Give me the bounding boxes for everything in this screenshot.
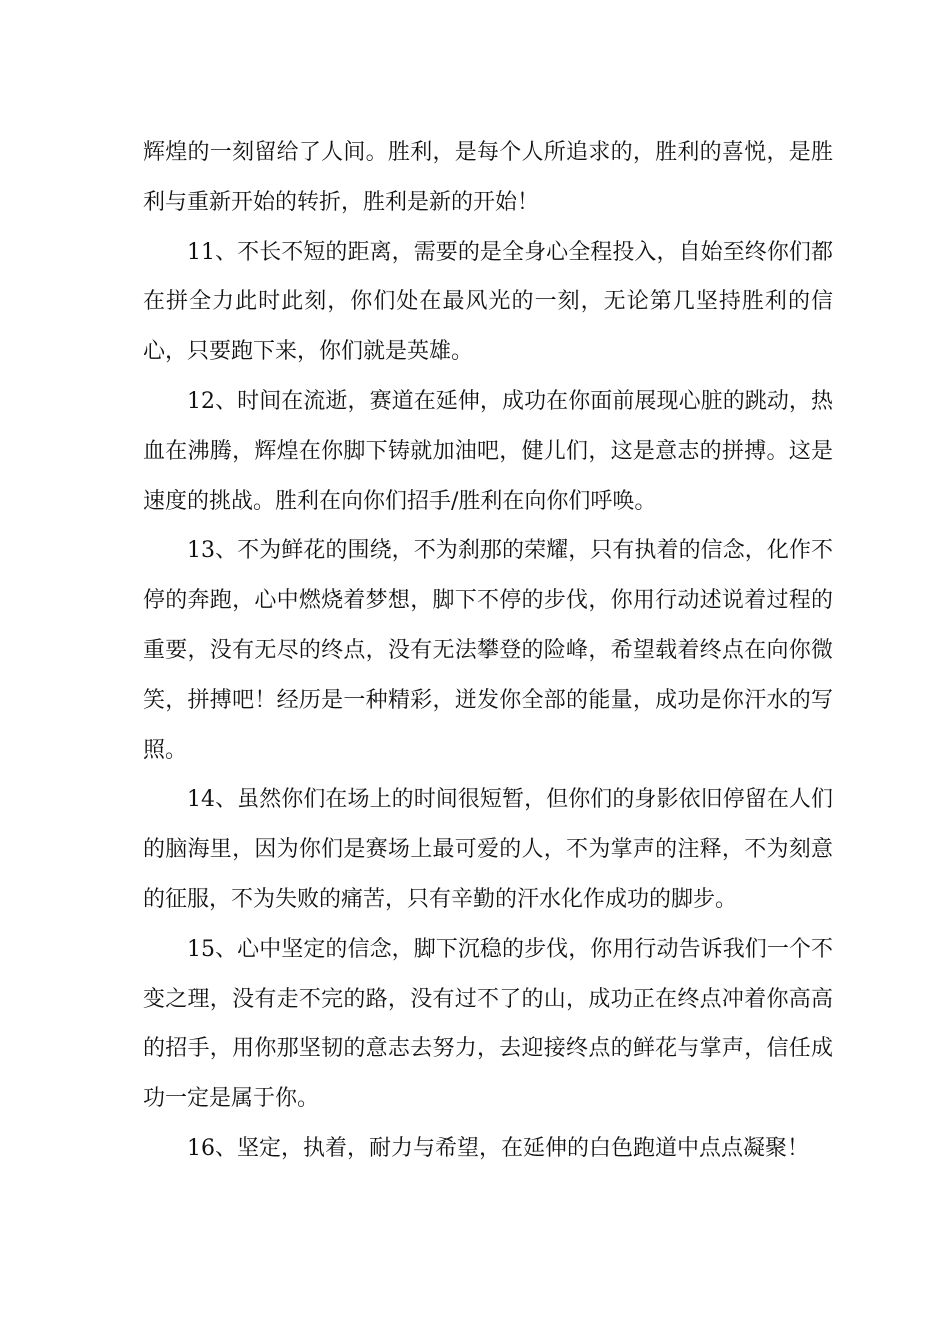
paragraph-continuation: 辉煌的一刻留给了人间。胜利，是每个人所追求的，胜利的喜悦，是胜利与重新开始的转折，胜利是新的开始！: [143, 140, 833, 215]
document-body: [143, 128, 833, 1174]
paragraph-14: 14、虽然你们在场上的时间很短暂，但你们的身影依旧停留在人们的脑海里，因为你们是赛场上最可爱的人，不为掌声的注释，不为刻意的征服，不为失败的痛苦，只有辛勤的汗水化作成功的脚步。: [143, 787, 833, 912]
paragraph-11: 11、不长不短的距离，需要的是全身心全程投入，自始至终你们都在拼全力此时此刻，你们处在最风光的一刻，无论第几坚持胜利的信心，只要跑下来，你们就是英雄。: [143, 239, 833, 365]
paragraph-16: 16、坚定，执着，耐力与希望，在延伸的白色跑道中点点凝聚！: [187, 1135, 809, 1161]
paragraph-15: 15、心中坚定的信念，脚下沉稳的步伐，你用行动告诉我们一个不变之理，没有走不完的路，没有过不了的山，成功正在终点冲着你高高的招手，用你那坚韧的意志去努力，去迎接终点的鲜花与掌声，信任成功一定是属于你。: [143, 936, 833, 1112]
paragraph-12: 12、时间在流逝，赛道在延伸，成功在你面前展现心脏的跳动，热血在沸腾，辉煌在你脚下铸就加油吧，健儿们，这是意志的拼搏。这是速度的挑战。胜利在向你们招手/胜利在向你们呼唤。: [143, 388, 833, 514]
paragraph-13: 13、不为鲜花的围绕，不为刹那的荣耀，只有执着的信念，化作不停的奔跑，心中燃烧着梦想，脚下不停的步伐，你用行动述说着过程的重要，没有无尽的终点，没有无法攀登的险峰，希望载着终点在向你微笑，拼搏吧！经历是一种精彩，迸发你全部的能量，成功是你汗水的写照。: [143, 538, 833, 763]
